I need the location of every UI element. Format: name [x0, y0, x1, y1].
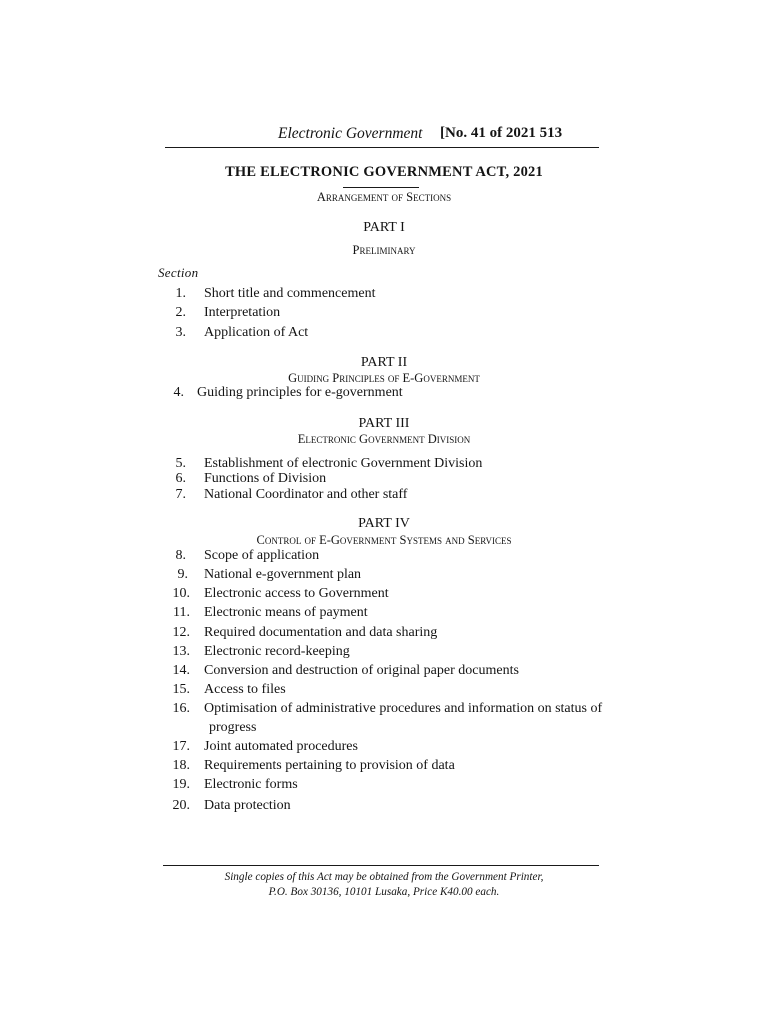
section-number: 7. [175, 487, 186, 502]
section-number: 18. [172, 758, 190, 773]
section-title: Interpretation [204, 305, 281, 320]
section-column-label: Section [158, 265, 199, 280]
section-title: Required documentation and data sharing [204, 625, 438, 640]
section-title: Application of Act [204, 325, 309, 340]
section-title: Access to files [204, 682, 286, 697]
footer-rule [163, 865, 599, 866]
part-4-label: PART IV [358, 516, 410, 531]
running-head-title: Electronic Government [278, 125, 423, 142]
part-1-label: PART I [363, 220, 405, 235]
section-title: Data protection [204, 798, 291, 813]
section-title: Establishment of electronic Government Division [204, 456, 483, 471]
arrangement-heading: Arrangement of Sections [316, 190, 452, 204]
footer-line-2: P.O. Box 30136, 10101 Lusaka, Price K40.00 each. [268, 886, 500, 898]
part-3-heading: Electronic Government Division [297, 432, 471, 446]
section-number: 6. [175, 471, 186, 486]
section-number: 5. [175, 456, 186, 471]
part-1-heading: Preliminary [352, 243, 416, 257]
section-number: 1. [175, 286, 186, 301]
section-number: 12. [172, 625, 190, 640]
section-number: 15. [172, 682, 190, 697]
section-number: 11. [173, 605, 190, 620]
section-number: 17. [172, 739, 190, 754]
running-head [165, 125, 600, 147]
section-number: 19. [172, 777, 190, 792]
section-number: 16. [172, 701, 190, 716]
section-number: 20. [172, 798, 190, 813]
part-2-heading: Guiding Principles of E-Government [288, 371, 480, 385]
section-title-continuation: progress [209, 720, 257, 735]
section-title: National e-government plan [204, 567, 362, 582]
title-rule [343, 187, 419, 188]
section-title: Electronic means of payment [204, 605, 368, 620]
section-title: Conversion and destruction of original paper documents [204, 663, 519, 678]
act-title: THE ELECTRONIC GOVERNMENT ACT, 2021 [225, 164, 543, 180]
section-title: Guiding principles for e-government [197, 385, 403, 400]
section-number: 14. [172, 663, 190, 678]
section-title: Functions of Division [204, 471, 327, 486]
section-title: Electronic access to Government [204, 586, 389, 601]
section-title: National Coordinator and other staff [204, 487, 408, 502]
section-title: Joint automated procedures [204, 739, 358, 754]
part-3-label: PART III [358, 416, 410, 431]
footer-line-1: Single copies of this Act may be obtained from the Government Printer, [224, 871, 544, 883]
section-title: Requirements pertaining to provision of data [204, 758, 455, 773]
section-number: 9. [177, 567, 188, 582]
header-rule [165, 147, 599, 148]
section-number: 3. [175, 325, 186, 340]
section-number: 4. [173, 385, 184, 400]
running-head-number: [No. 41 of 2021 513 [440, 125, 563, 141]
section-number: 13. [172, 644, 190, 659]
section-number: 2. [175, 305, 186, 320]
section-title: Short title and commencement [204, 286, 376, 301]
section-number: 10. [172, 586, 190, 601]
section-title: Electronic record-keeping [204, 644, 350, 659]
part-2-label: PART II [360, 355, 408, 370]
section-title: Electronic forms [204, 777, 298, 792]
section-title: Scope of application [204, 548, 320, 563]
section-number: 8. [175, 548, 186, 563]
part-4-heading: Control of E-Government Systems and Services [256, 533, 512, 547]
section-title: Optimisation of administrative procedures and information on status of [204, 701, 603, 716]
